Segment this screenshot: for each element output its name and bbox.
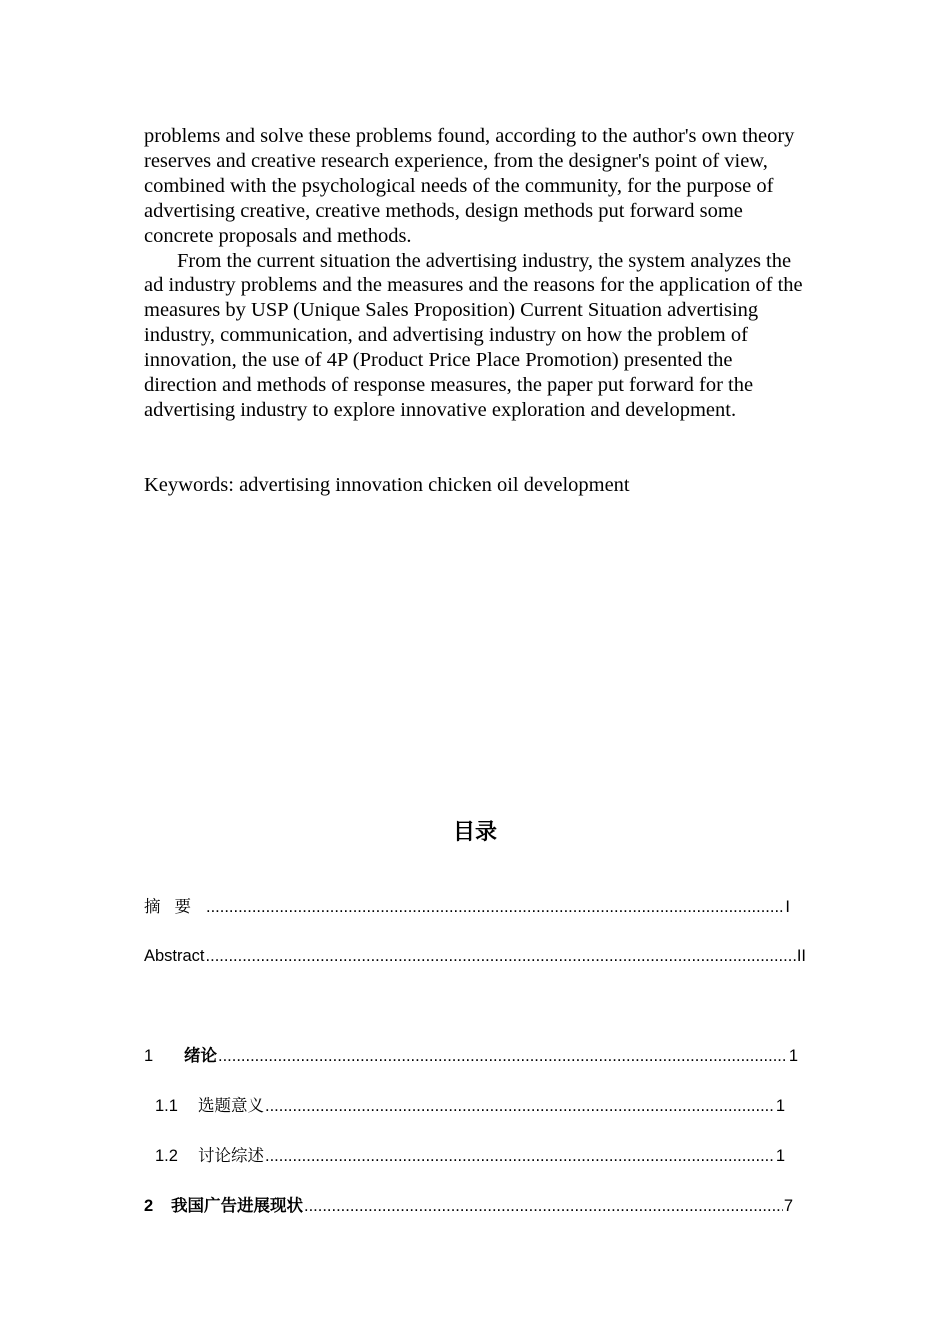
toc-title: 目录 bbox=[452, 820, 497, 845]
toc-leader-dots bbox=[304, 1195, 783, 1217]
toc-entry-abstract-cn[interactable] bbox=[144, 896, 790, 918]
abstract-paragraph-1: problems and solve these problems found, according to the author's own theory reserves and creative research experience, from the designer's point of view, combined with the psychological needs of the community, for the purpose of advertising creative, creative methods, design methods put forward some concrete proposals and methods. bbox=[144, 125, 795, 247]
toc-entry-page: 1 bbox=[775, 1097, 785, 1115]
toc-entry-section-1-2[interactable] bbox=[155, 1145, 785, 1167]
keywords-line: Keywords: advertising innovation chicken oil development bbox=[144, 474, 630, 496]
toc-entry-label: 选题意义 bbox=[198, 1096, 264, 1115]
toc-entry-number: 2 bbox=[144, 1197, 154, 1215]
toc-leader-dots bbox=[206, 896, 784, 918]
toc-entry-label: 摘要 bbox=[144, 897, 205, 916]
toc-entry-label: 我国广告进展现状 bbox=[171, 1196, 303, 1215]
toc-entry-section-1-1[interactable] bbox=[155, 1095, 785, 1117]
toc-entry-label: 讨论综述 bbox=[198, 1146, 264, 1165]
toc-leader-dots bbox=[218, 1045, 788, 1067]
abstract-paragraph-2: From the current situation the advertising industry, the system analyzes the ad industry problems and the measures and the reasons for the application of the measures by USP (Unique Sales Proposition) Current Situation advertising industry, communication, and advertising industry on how the problem of innovation, the use of 4P (Product Price Place Promotion) presented the direction and methods of response measures, the paper put forward for the advertising industry to explore innovative exploration and development. bbox=[144, 249, 803, 421]
abstract-body bbox=[144, 124, 808, 423]
toc-entry-number: 1 bbox=[144, 1047, 154, 1065]
toc-leader-dots bbox=[265, 1145, 775, 1167]
toc-entry-abstract-en[interactable] bbox=[144, 945, 806, 967]
toc-entry-label: 绪论 bbox=[184, 1046, 217, 1065]
toc-entry-page: 1 bbox=[788, 1047, 798, 1065]
toc-leader-dots bbox=[265, 1095, 775, 1117]
toc-entry-number: 1.1 bbox=[155, 1097, 178, 1115]
toc-entry-number: 1.2 bbox=[155, 1147, 178, 1165]
toc-entry-chapter-1[interactable] bbox=[144, 1045, 798, 1067]
toc-entry-chapter-2[interactable] bbox=[144, 1195, 793, 1217]
toc-leader-dots bbox=[206, 945, 796, 967]
toc-entry-page: II bbox=[796, 947, 806, 965]
toc-entry-label: Abstract bbox=[144, 947, 205, 965]
toc-entry-page: 1 bbox=[775, 1147, 785, 1165]
toc-entry-page: I bbox=[785, 898, 790, 916]
toc-entry-page: 7 bbox=[783, 1197, 793, 1215]
